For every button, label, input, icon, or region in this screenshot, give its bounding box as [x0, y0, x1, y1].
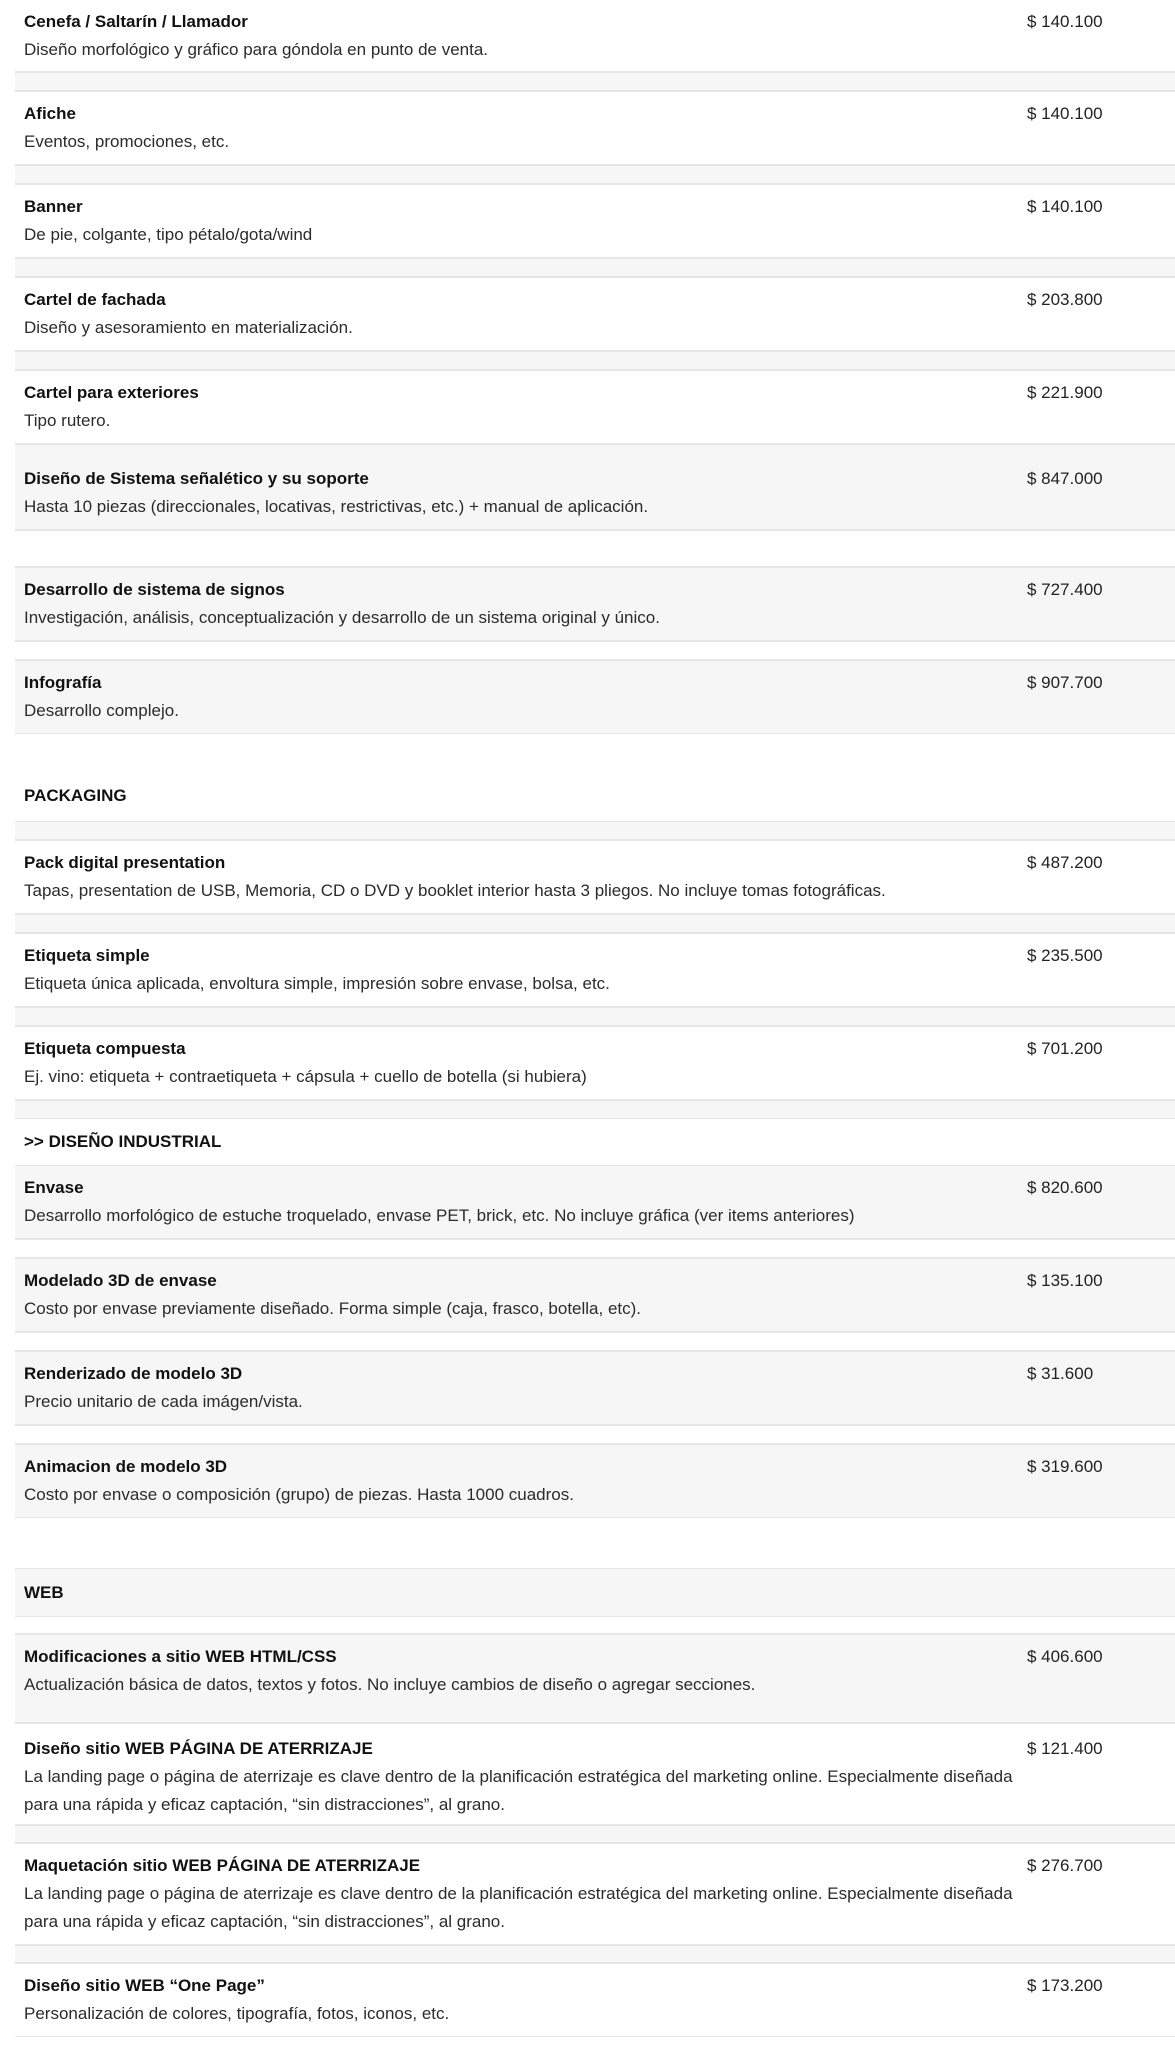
- item-name: Diseño sitio WEB PÁGINA DE ATERRIZAJE: [24, 1739, 373, 1758]
- item-price: $ 406.600: [1026, 1647, 1103, 1666]
- item-name: Desarrollo de sistema de signos: [24, 580, 285, 599]
- divider: [15, 1425, 1175, 1444]
- item-description: La landing page o página de aterrizaje es clave dentro de la planificación estratégica del marketing online. Especialmente diseñada para una rápida y eficaz captación, “sin distracciones”, al grano.: [24, 1767, 1013, 1814]
- item-description: Precio unitario de cada imágen/vista.: [24, 1392, 303, 1411]
- section-title: >> DISEÑO INDUSTRIAL: [24, 1132, 222, 1151]
- list-item: [15, 1843, 1175, 1945]
- section-heading-diseno-industrial: [15, 1119, 1175, 1165]
- item-price: $ 235.500: [1026, 946, 1103, 965]
- list-item: [15, 840, 1175, 914]
- item-description: Costo por envase o composición (grupo) de piezas. Hasta 1000 cuadros.: [24, 1485, 574, 1504]
- list-item: [15, 1444, 1175, 1518]
- section-heading-web: [15, 1569, 1175, 1616]
- item-name: Pack digital presentation: [24, 853, 226, 872]
- divider: [15, 351, 1175, 370]
- item-name: Renderizado de modelo 3D: [24, 1364, 243, 1383]
- item-price: $ 727.400: [1026, 580, 1103, 599]
- list-item: [15, 91, 1175, 165]
- item-description: Etiqueta única aplicada, envoltura simple, impresión sobre envase, bolsa, etc.: [24, 974, 610, 993]
- divider: [15, 530, 1175, 567]
- list-item: [15, 1351, 1175, 1425]
- item-price: $ 31.600: [1026, 1364, 1094, 1383]
- item-name: Maquetación sitio WEB PÁGINA DE ATERRIZAJE: [24, 1856, 421, 1875]
- list-item: [15, 1165, 1175, 1239]
- list-item: [15, 1258, 1175, 1332]
- item-description: Investigación, análisis, conceptualización y desarrollo de un sistema original y único.: [24, 608, 660, 627]
- item-description: Eventos, promociones, etc.: [24, 132, 230, 151]
- item-description: Tapas, presentation de USB, Memoria, CD o DVD y booklet interior hasta 3 pliegos. No incluye tomas fotográficas.: [24, 881, 886, 900]
- item-price: $ 140.100: [1026, 12, 1103, 31]
- list-item: [15, 277, 1175, 351]
- divider: [15, 1007, 1175, 1026]
- list-item: [15, 660, 1175, 734]
- list-item: [15, 1634, 1175, 1723]
- item-description: Hasta 10 piezas (direccionales, locativas, restrictivas, etc.) + manual de aplicación.: [24, 497, 649, 516]
- list-item: [15, 444, 1175, 530]
- item-price: $ 203.800: [1026, 290, 1103, 309]
- list-item: [15, 567, 1175, 641]
- spacer: [15, 734, 1175, 771]
- list-item: [15, 184, 1175, 258]
- list-item: [15, 1963, 1175, 2037]
- list-item: [15, 933, 1175, 1007]
- item-name: Diseño sitio WEB “One Page”: [24, 1976, 265, 1995]
- divider: [15, 1100, 1175, 1119]
- divider: [15, 1239, 1175, 1258]
- item-description: Actualización básica de datos, textos y fotos. No incluye cambios de diseño o agregar secciones.: [24, 1675, 756, 1694]
- item-price: $ 487.200: [1026, 853, 1103, 872]
- divider: [15, 821, 1175, 840]
- item-name: Afiche: [24, 104, 76, 123]
- item-name: Envase: [24, 1178, 84, 1197]
- divider: [15, 258, 1175, 277]
- item-name: Infografía: [24, 673, 102, 692]
- divider: [15, 165, 1175, 184]
- divider: [15, 1945, 1175, 1963]
- item-name: Etiqueta compuesta: [24, 1039, 186, 1058]
- list-item: [15, 0, 1175, 72]
- item-description: Diseño morfológico y gráfico para góndola en punto de venta.: [24, 40, 489, 59]
- item-description: Ej. vino: etiqueta + contraetiqueta + cápsula + cuello de botella (si hubiera): [24, 1067, 587, 1086]
- item-price: $ 907.700: [1026, 673, 1103, 692]
- item-description: Desarrollo complejo.: [24, 701, 179, 720]
- item-name: Cenefa / Saltarín / Llamador: [24, 12, 248, 31]
- divider: [15, 1332, 1175, 1351]
- section-title: PACKAGING: [24, 786, 127, 805]
- spacer: [15, 1518, 1175, 1569]
- item-name: Etiqueta simple: [24, 946, 150, 965]
- list-item: [15, 1026, 1175, 1100]
- item-description: La landing page o página de aterrizaje es clave dentro de la planificación estratégica del marketing online. Especialmente diseñada para una rápida y eficaz captación, “sin distracciones”, al grano.: [24, 1884, 1013, 1931]
- item-description: Personalización de colores, tipografía, fotos, iconos, etc.: [24, 2004, 450, 2023]
- list-item: [15, 1723, 1175, 1825]
- item-name: Cartel de fachada: [24, 290, 166, 309]
- divider: [15, 641, 1175, 660]
- item-price: $ 701.200: [1026, 1039, 1103, 1058]
- item-price: $ 173.200: [1026, 1976, 1103, 1995]
- item-price: $ 276.700: [1026, 1856, 1103, 1875]
- price-list: [15, 0, 1175, 2037]
- item-price: $ 140.100: [1026, 197, 1103, 216]
- item-name: Cartel para exteriores: [24, 383, 199, 402]
- item-price: $ 135.100: [1026, 1271, 1103, 1290]
- item-description: Diseño y asesoramiento en materialización.: [24, 318, 353, 337]
- list-item: [15, 370, 1175, 444]
- item-price: $ 221.900: [1026, 383, 1103, 402]
- item-price: $ 319.600: [1026, 1457, 1103, 1476]
- divider: [15, 72, 1175, 91]
- section-heading-packaging: [15, 771, 1175, 821]
- divider: [15, 1825, 1175, 1843]
- item-description: De pie, colgante, tipo pétalo/gota/wind: [24, 225, 313, 244]
- item-price: $ 820.600: [1026, 1178, 1103, 1197]
- divider: [15, 1616, 1175, 1634]
- item-name: Modificaciones a sitio WEB HTML/CSS: [24, 1647, 337, 1666]
- item-price: $ 847.000: [1026, 469, 1103, 488]
- item-description: Costo por envase previamente diseñado. Forma simple (caja, frasco, botella, etc).: [24, 1299, 642, 1318]
- item-description: Tipo rutero.: [24, 411, 111, 430]
- item-name: Modelado 3D de envase: [24, 1271, 217, 1290]
- section-title: WEB: [24, 1582, 64, 1602]
- item-description: Desarrollo morfológico de estuche troquelado, envase PET, brick, etc. No incluye gráfica (ver items anteriores): [24, 1206, 855, 1225]
- item-name: Animacion de modelo 3D: [24, 1457, 228, 1476]
- divider: [15, 914, 1175, 933]
- item-name: Diseño de Sistema señalético y su soporte: [24, 469, 369, 488]
- item-price: $ 121.400: [1026, 1739, 1103, 1758]
- item-name: Banner: [24, 197, 83, 216]
- item-price: $ 140.100: [1026, 104, 1103, 123]
